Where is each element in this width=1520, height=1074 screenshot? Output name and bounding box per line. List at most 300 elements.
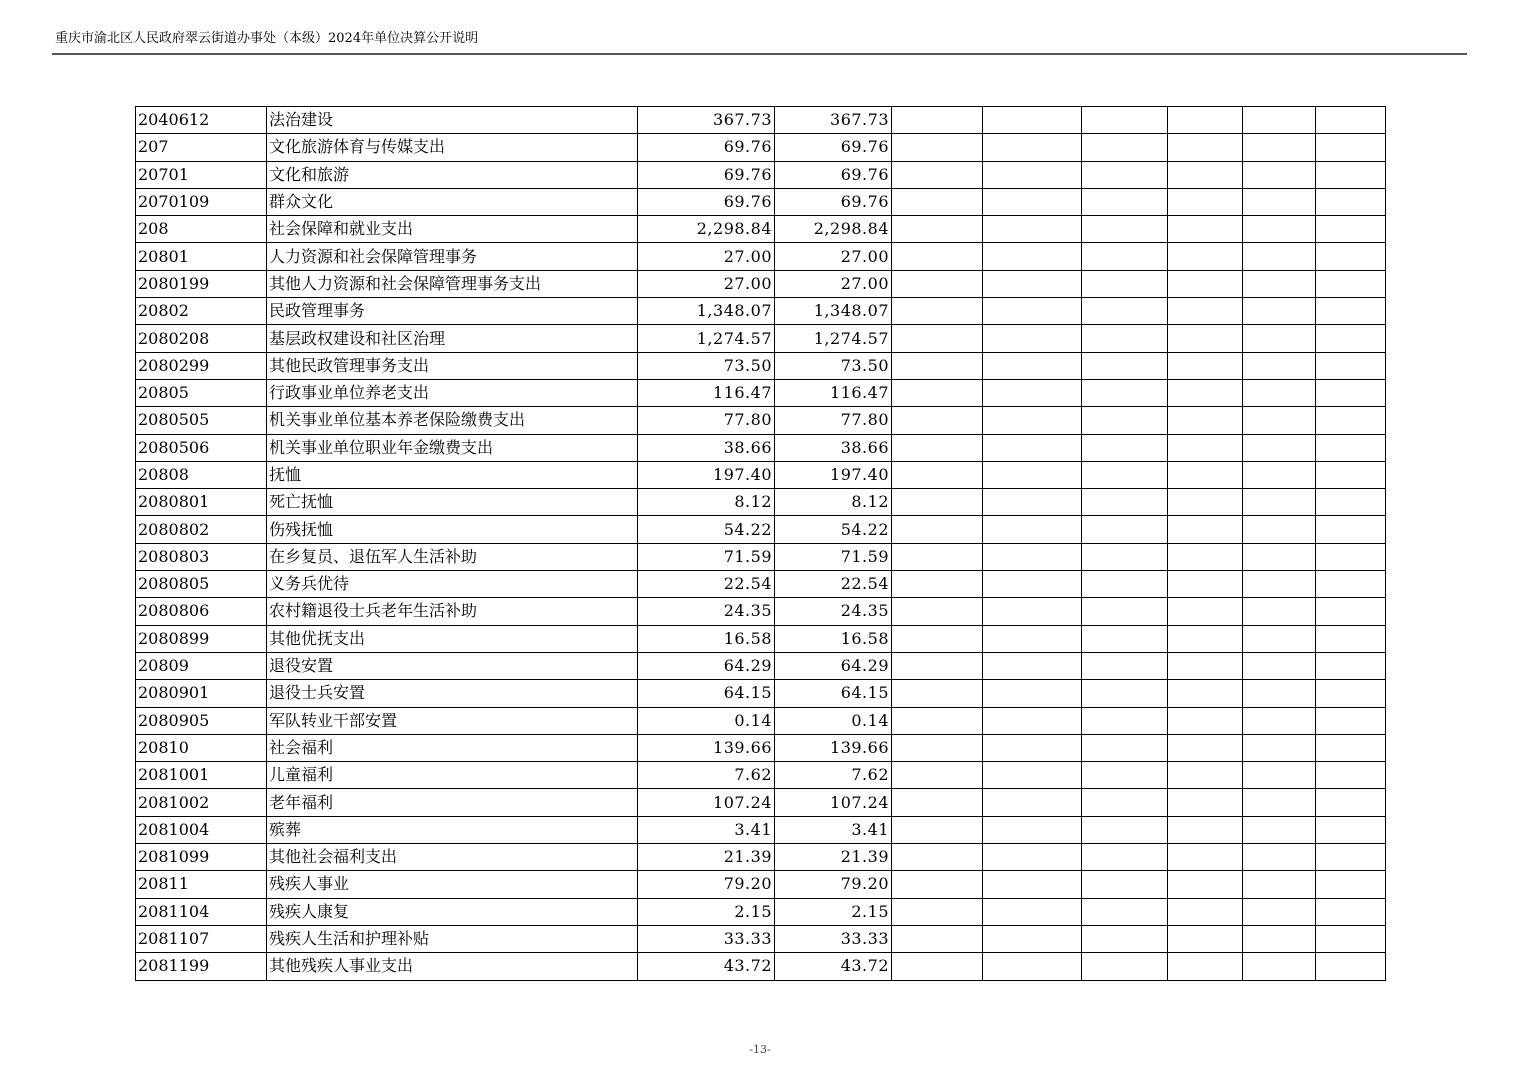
- empty-cell: [983, 652, 1082, 679]
- amount-cell: 69.76: [638, 161, 775, 188]
- subject-name-cell: 文化和旅游: [267, 161, 638, 188]
- empty-cell: [1168, 680, 1243, 707]
- subject-code-cell: 2070109: [136, 188, 267, 215]
- subject-code-cell: 2080199: [136, 270, 267, 297]
- empty-cell: [892, 489, 983, 516]
- empty-cell: [1168, 461, 1243, 488]
- subject-name-cell: 行政事业单位养老支出: [267, 379, 638, 406]
- table-row: [136, 789, 1386, 816]
- subject-code-cell: 2080802: [136, 516, 267, 543]
- subject-code-cell: 20808: [136, 461, 267, 488]
- empty-cell: [892, 325, 983, 352]
- empty-cell: [1243, 134, 1316, 161]
- table-row: [136, 379, 1386, 406]
- empty-cell: [983, 571, 1082, 598]
- empty-cell: [1082, 652, 1168, 679]
- empty-cell: [1243, 543, 1316, 570]
- empty-cell: [892, 871, 983, 898]
- subject-code-cell: 2080805: [136, 571, 267, 598]
- subject-name-cell: 死亡抚恤: [267, 489, 638, 516]
- basic-expenditure-cell: 69.76: [775, 161, 892, 188]
- empty-cell: [1082, 516, 1168, 543]
- basic-expenditure-cell: 77.80: [775, 407, 892, 434]
- empty-cell: [1168, 352, 1243, 379]
- empty-cell: [1316, 925, 1386, 952]
- subject-code-cell: 207: [136, 134, 267, 161]
- table-row: [136, 134, 1386, 161]
- table-row: [136, 188, 1386, 215]
- empty-cell: [983, 379, 1082, 406]
- empty-cell: [1168, 161, 1243, 188]
- empty-cell: [1082, 243, 1168, 270]
- table-row: [136, 161, 1386, 188]
- empty-cell: [892, 953, 983, 980]
- empty-cell: [892, 816, 983, 843]
- basic-expenditure-cell: 2,298.84: [775, 216, 892, 243]
- amount-cell: 24.35: [638, 598, 775, 625]
- empty-cell: [1168, 543, 1243, 570]
- budget-table: [135, 106, 1386, 981]
- empty-cell: [1082, 461, 1168, 488]
- empty-cell: [1243, 844, 1316, 871]
- subject-code-cell: 2080801: [136, 489, 267, 516]
- empty-cell: [1082, 925, 1168, 952]
- amount-cell: 64.15: [638, 680, 775, 707]
- amount-cell: 43.72: [638, 953, 775, 980]
- empty-cell: [892, 188, 983, 215]
- empty-cell: [892, 434, 983, 461]
- empty-cell: [1243, 434, 1316, 461]
- empty-cell: [983, 680, 1082, 707]
- empty-cell: [892, 352, 983, 379]
- subject-name-cell: 抚恤: [267, 461, 638, 488]
- table-row: [136, 407, 1386, 434]
- empty-cell: [1316, 707, 1386, 734]
- basic-expenditure-cell: 2.15: [775, 898, 892, 925]
- table-row: [136, 216, 1386, 243]
- table-row: [136, 352, 1386, 379]
- subject-name-cell: 在乡复员、退伍军人生活补助: [267, 543, 638, 570]
- amount-cell: 1,348.07: [638, 298, 775, 325]
- empty-cell: [1316, 871, 1386, 898]
- basic-expenditure-cell: 139.66: [775, 734, 892, 761]
- subject-code-cell: 20701: [136, 161, 267, 188]
- basic-expenditure-cell: 3.41: [775, 816, 892, 843]
- empty-cell: [1243, 625, 1316, 652]
- amount-cell: 69.76: [638, 134, 775, 161]
- empty-cell: [1316, 298, 1386, 325]
- empty-cell: [983, 298, 1082, 325]
- table-row: [136, 107, 1386, 134]
- subject-code-cell: 2081002: [136, 789, 267, 816]
- subject-code-cell: 2081001: [136, 762, 267, 789]
- empty-cell: [892, 707, 983, 734]
- subject-name-cell: 残疾人生活和护理补贴: [267, 925, 638, 952]
- document-header-title: 重庆市渝北区人民政府翠云街道办事处（本级）2024年单位决算公开说明: [55, 31, 479, 46]
- subject-code-cell: 2080505: [136, 407, 267, 434]
- empty-cell: [1316, 898, 1386, 925]
- basic-expenditure-cell: 7.62: [775, 762, 892, 789]
- subject-code-cell: 208: [136, 216, 267, 243]
- subject-name-cell: 其他残疾人事业支出: [267, 953, 638, 980]
- empty-cell: [1168, 325, 1243, 352]
- empty-cell: [1082, 379, 1168, 406]
- empty-cell: [892, 625, 983, 652]
- empty-cell: [1082, 434, 1168, 461]
- table-row: [136, 325, 1386, 352]
- empty-cell: [1082, 898, 1168, 925]
- basic-expenditure-cell: 64.29: [775, 652, 892, 679]
- empty-cell: [1243, 407, 1316, 434]
- empty-cell: [1316, 816, 1386, 843]
- subject-code-cell: 20801: [136, 243, 267, 270]
- empty-cell: [1082, 953, 1168, 980]
- subject-name-cell: 农村籍退役士兵老年生活补助: [267, 598, 638, 625]
- empty-cell: [1082, 844, 1168, 871]
- empty-cell: [1316, 789, 1386, 816]
- amount-cell: 77.80: [638, 407, 775, 434]
- basic-expenditure-cell: 1,348.07: [775, 298, 892, 325]
- table-row: [136, 571, 1386, 598]
- subject-code-cell: 2040612: [136, 107, 267, 134]
- empty-cell: [1082, 188, 1168, 215]
- table-row: [136, 243, 1386, 270]
- empty-cell: [1168, 270, 1243, 297]
- empty-cell: [892, 270, 983, 297]
- subject-code-cell: 2081107: [136, 925, 267, 952]
- empty-cell: [1082, 762, 1168, 789]
- subject-code-cell: 2081004: [136, 816, 267, 843]
- empty-cell: [1316, 598, 1386, 625]
- empty-cell: [1243, 352, 1316, 379]
- header-divider: [52, 53, 1467, 55]
- empty-cell: [1082, 734, 1168, 761]
- amount-cell: 8.12: [638, 489, 775, 516]
- empty-cell: [1316, 216, 1386, 243]
- basic-expenditure-cell: 1,274.57: [775, 325, 892, 352]
- empty-cell: [1243, 925, 1316, 952]
- amount-cell: 2.15: [638, 898, 775, 925]
- amount-cell: 2,298.84: [638, 216, 775, 243]
- table-row: [136, 734, 1386, 761]
- subject-name-cell: 机关事业单位基本养老保险缴费支出: [267, 407, 638, 434]
- empty-cell: [983, 707, 1082, 734]
- empty-cell: [983, 107, 1082, 134]
- amount-cell: 139.66: [638, 734, 775, 761]
- empty-cell: [892, 734, 983, 761]
- subject-name-cell: 社会福利: [267, 734, 638, 761]
- subject-name-cell: 残疾人事业: [267, 871, 638, 898]
- empty-cell: [983, 789, 1082, 816]
- empty-cell: [983, 407, 1082, 434]
- subject-code-cell: 2080806: [136, 598, 267, 625]
- empty-cell: [983, 161, 1082, 188]
- empty-cell: [1243, 680, 1316, 707]
- table-row: [136, 461, 1386, 488]
- empty-cell: [1168, 762, 1243, 789]
- empty-cell: [983, 216, 1082, 243]
- amount-cell: 38.66: [638, 434, 775, 461]
- basic-expenditure-cell: 27.00: [775, 270, 892, 297]
- table-row: [136, 707, 1386, 734]
- empty-cell: [892, 598, 983, 625]
- empty-cell: [1243, 325, 1316, 352]
- empty-cell: [1082, 871, 1168, 898]
- empty-cell: [983, 243, 1082, 270]
- empty-cell: [1316, 461, 1386, 488]
- amount-cell: 22.54: [638, 571, 775, 598]
- empty-cell: [1243, 762, 1316, 789]
- empty-cell: [1082, 107, 1168, 134]
- empty-cell: [1082, 325, 1168, 352]
- amount-cell: 54.22: [638, 516, 775, 543]
- empty-cell: [1243, 379, 1316, 406]
- empty-cell: [1316, 652, 1386, 679]
- empty-cell: [983, 953, 1082, 980]
- subject-name-cell: 法治建设: [267, 107, 638, 134]
- empty-cell: [1316, 844, 1386, 871]
- empty-cell: [892, 216, 983, 243]
- basic-expenditure-cell: 54.22: [775, 516, 892, 543]
- empty-cell: [983, 270, 1082, 297]
- empty-cell: [1168, 434, 1243, 461]
- empty-cell: [1243, 107, 1316, 134]
- table-row: [136, 298, 1386, 325]
- empty-cell: [892, 543, 983, 570]
- empty-cell: [983, 816, 1082, 843]
- table-row: [136, 925, 1386, 952]
- basic-expenditure-cell: 73.50: [775, 352, 892, 379]
- empty-cell: [1168, 516, 1243, 543]
- empty-cell: [1082, 270, 1168, 297]
- empty-cell: [983, 461, 1082, 488]
- empty-cell: [1082, 625, 1168, 652]
- subject-name-cell: 其他社会福利支出: [267, 844, 638, 871]
- empty-cell: [892, 898, 983, 925]
- table-row: [136, 543, 1386, 570]
- empty-cell: [1243, 270, 1316, 297]
- empty-cell: [1243, 789, 1316, 816]
- basic-expenditure-cell: 197.40: [775, 461, 892, 488]
- empty-cell: [1082, 216, 1168, 243]
- empty-cell: [1168, 298, 1243, 325]
- empty-cell: [1168, 489, 1243, 516]
- subject-code-cell: 20811: [136, 871, 267, 898]
- subject-code-cell: 2080803: [136, 543, 267, 570]
- empty-cell: [1243, 953, 1316, 980]
- amount-cell: 33.33: [638, 925, 775, 952]
- empty-cell: [983, 516, 1082, 543]
- subject-code-cell: 2081104: [136, 898, 267, 925]
- table-row: [136, 844, 1386, 871]
- empty-cell: [983, 188, 1082, 215]
- subject-name-cell: 人力资源和社会保障管理事务: [267, 243, 638, 270]
- empty-cell: [892, 652, 983, 679]
- page-number: -13-: [749, 1043, 771, 1056]
- subject-code-cell: 2080506: [136, 434, 267, 461]
- empty-cell: [1168, 898, 1243, 925]
- empty-cell: [1316, 161, 1386, 188]
- empty-cell: [1316, 188, 1386, 215]
- empty-cell: [983, 762, 1082, 789]
- empty-cell: [1082, 598, 1168, 625]
- empty-cell: [1243, 161, 1316, 188]
- empty-cell: [1168, 107, 1243, 134]
- subject-code-cell: 2080299: [136, 352, 267, 379]
- empty-cell: [1168, 871, 1243, 898]
- empty-cell: [983, 352, 1082, 379]
- basic-expenditure-cell: 27.00: [775, 243, 892, 270]
- empty-cell: [1316, 107, 1386, 134]
- empty-cell: [1243, 871, 1316, 898]
- subject-code-cell: 2080899: [136, 625, 267, 652]
- empty-cell: [1168, 844, 1243, 871]
- empty-cell: [983, 844, 1082, 871]
- empty-cell: [1243, 734, 1316, 761]
- basic-expenditure-cell: 367.73: [775, 107, 892, 134]
- amount-cell: 197.40: [638, 461, 775, 488]
- empty-cell: [1082, 407, 1168, 434]
- empty-cell: [1243, 461, 1316, 488]
- table-row: [136, 598, 1386, 625]
- subject-code-cell: 20805: [136, 379, 267, 406]
- table-row: [136, 680, 1386, 707]
- empty-cell: [892, 571, 983, 598]
- basic-expenditure-cell: 69.76: [775, 134, 892, 161]
- amount-cell: 16.58: [638, 625, 775, 652]
- table-row: [136, 898, 1386, 925]
- empty-cell: [892, 461, 983, 488]
- empty-cell: [983, 871, 1082, 898]
- basic-expenditure-cell: 64.15: [775, 680, 892, 707]
- subject-code-cell: 2081199: [136, 953, 267, 980]
- empty-cell: [1082, 789, 1168, 816]
- empty-cell: [1168, 816, 1243, 843]
- empty-cell: [1316, 762, 1386, 789]
- empty-cell: [983, 625, 1082, 652]
- subject-code-cell: 20809: [136, 652, 267, 679]
- subject-name-cell: 其他优抚支出: [267, 625, 638, 652]
- empty-cell: [892, 107, 983, 134]
- empty-cell: [892, 161, 983, 188]
- empty-cell: [1243, 298, 1316, 325]
- subject-name-cell: 民政管理事务: [267, 298, 638, 325]
- basic-expenditure-cell: 21.39: [775, 844, 892, 871]
- basic-expenditure-cell: 107.24: [775, 789, 892, 816]
- empty-cell: [1168, 652, 1243, 679]
- empty-cell: [892, 789, 983, 816]
- table-row: [136, 816, 1386, 843]
- table-row: [136, 953, 1386, 980]
- empty-cell: [1243, 571, 1316, 598]
- subject-name-cell: 退役士兵安置: [267, 680, 638, 707]
- empty-cell: [983, 434, 1082, 461]
- table-row: [136, 270, 1386, 297]
- amount-cell: 0.14: [638, 707, 775, 734]
- empty-cell: [1168, 407, 1243, 434]
- subject-name-cell: 殡葬: [267, 816, 638, 843]
- subject-name-cell: 军队转业干部安置: [267, 707, 638, 734]
- subject-name-cell: 社会保障和就业支出: [267, 216, 638, 243]
- subject-name-cell: 其他民政管理事务支出: [267, 352, 638, 379]
- amount-cell: 27.00: [638, 243, 775, 270]
- subject-code-cell: 2080905: [136, 707, 267, 734]
- basic-expenditure-cell: 0.14: [775, 707, 892, 734]
- empty-cell: [1168, 707, 1243, 734]
- empty-cell: [892, 407, 983, 434]
- empty-cell: [892, 298, 983, 325]
- empty-cell: [983, 925, 1082, 952]
- empty-cell: [1082, 298, 1168, 325]
- empty-cell: [1243, 898, 1316, 925]
- empty-cell: [1243, 516, 1316, 543]
- subject-name-cell: 文化旅游体育与传媒支出: [267, 134, 638, 161]
- empty-cell: [1316, 680, 1386, 707]
- amount-cell: 69.76: [638, 188, 775, 215]
- amount-cell: 1,274.57: [638, 325, 775, 352]
- empty-cell: [1316, 516, 1386, 543]
- subject-code-cell: 2081099: [136, 844, 267, 871]
- empty-cell: [892, 925, 983, 952]
- subject-name-cell: 基层政权建设和社区治理: [267, 325, 638, 352]
- empty-cell: [892, 762, 983, 789]
- subject-name-cell: 伤残抚恤: [267, 516, 638, 543]
- subject-name-cell: 机关事业单位职业年金缴费支出: [267, 434, 638, 461]
- basic-expenditure-cell: 116.47: [775, 379, 892, 406]
- empty-cell: [983, 734, 1082, 761]
- table-row: [136, 871, 1386, 898]
- empty-cell: [1316, 407, 1386, 434]
- empty-cell: [983, 543, 1082, 570]
- empty-cell: [1316, 434, 1386, 461]
- subject-code-cell: 20810: [136, 734, 267, 761]
- empty-cell: [1082, 571, 1168, 598]
- empty-cell: [1168, 216, 1243, 243]
- subject-name-cell: 儿童福利: [267, 762, 638, 789]
- table-row: [136, 489, 1386, 516]
- empty-cell: [892, 516, 983, 543]
- subject-name-cell: 义务兵优待: [267, 571, 638, 598]
- table-row: [136, 652, 1386, 679]
- amount-cell: 73.50: [638, 352, 775, 379]
- empty-cell: [1316, 325, 1386, 352]
- empty-cell: [1316, 953, 1386, 980]
- basic-expenditure-cell: 38.66: [775, 434, 892, 461]
- empty-cell: [1243, 243, 1316, 270]
- subject-code-cell: 20802: [136, 298, 267, 325]
- empty-cell: [892, 844, 983, 871]
- empty-cell: [983, 134, 1082, 161]
- amount-cell: 107.24: [638, 789, 775, 816]
- amount-cell: 116.47: [638, 379, 775, 406]
- empty-cell: [1168, 598, 1243, 625]
- empty-cell: [1316, 352, 1386, 379]
- empty-cell: [1168, 734, 1243, 761]
- basic-expenditure-cell: 69.76: [775, 188, 892, 215]
- table-row: [136, 625, 1386, 652]
- empty-cell: [1316, 243, 1386, 270]
- table-row: [136, 434, 1386, 461]
- empty-cell: [1316, 543, 1386, 570]
- empty-cell: [1316, 270, 1386, 297]
- subject-code-cell: 2080208: [136, 325, 267, 352]
- empty-cell: [1168, 243, 1243, 270]
- amount-cell: 7.62: [638, 762, 775, 789]
- empty-cell: [1243, 188, 1316, 215]
- empty-cell: [1316, 625, 1386, 652]
- basic-expenditure-cell: 33.33: [775, 925, 892, 952]
- amount-cell: 27.00: [638, 270, 775, 297]
